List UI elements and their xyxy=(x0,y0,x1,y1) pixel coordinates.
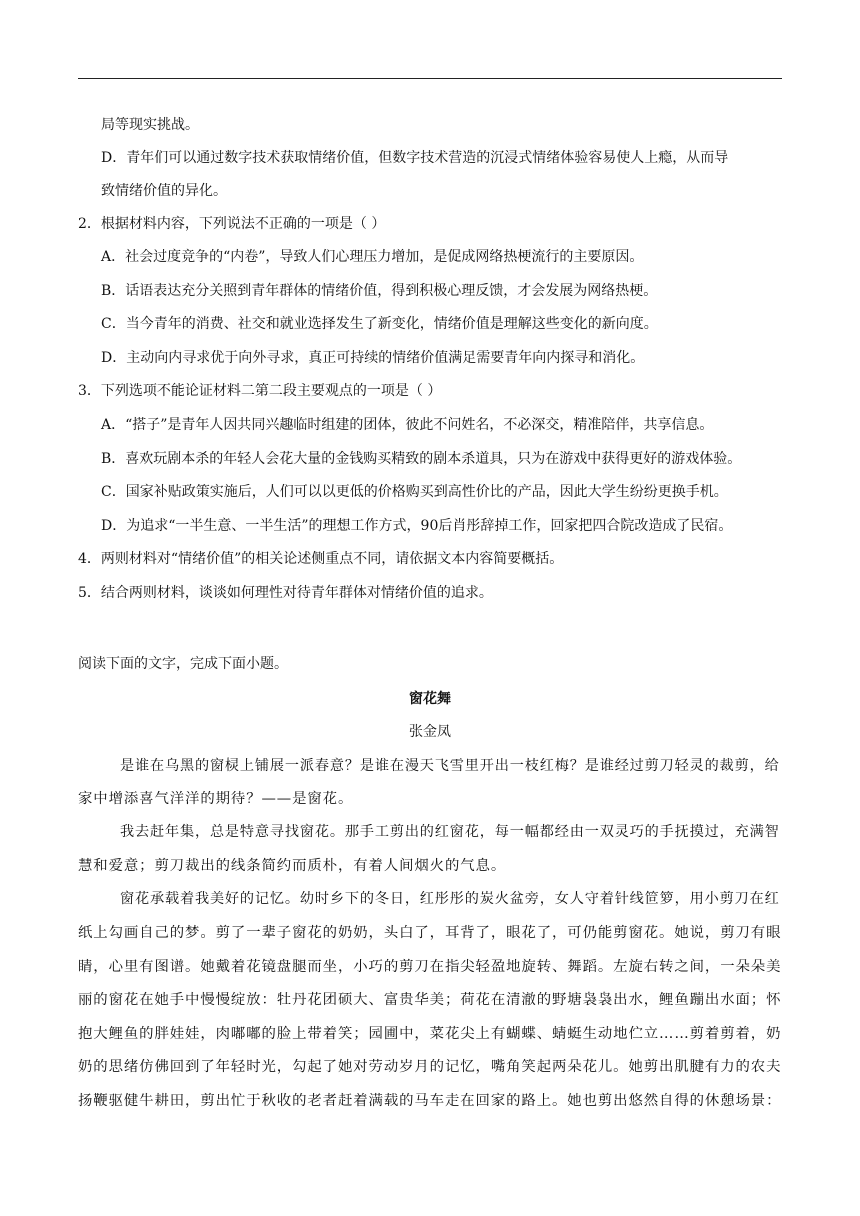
reading-instruction: 阅读下面的文字，完成下面小题。 xyxy=(78,656,288,672)
question-3-option-b: B．喜欢玩剧本杀的年轻人会花大量的金钱购买精致的剧本杀道具，只为在游戏中获得更好的游戏体验。 xyxy=(101,451,742,467)
passage-line: 家中增添喜气洋洋的期待？——是窗花。 xyxy=(78,791,354,807)
passage-line: 纸上勾画自己的梦。剪了一辈子窗花的奶奶，头白了，耳背了，眼花了，可仍能剪窗花。她说，剪刀有眼 xyxy=(78,925,782,941)
question-2-option-a: A．社会过度竞争的“内卷”，导致人们心理压力增加，是促成网络热梗流行的主要原因。 xyxy=(101,249,644,265)
question-5: 5．结合两则材料，谈谈如何理性对待青年群体对情绪价值的追求。 xyxy=(78,585,493,601)
question-3-option-c: C．国家补贴政策实施后，人们可以以更低的价格购买到高性价比的产品，因此大学生纷纷更换手机。 xyxy=(101,484,728,500)
header-rule xyxy=(78,78,782,79)
passage-author: 张金凤 xyxy=(409,724,451,740)
passage-line: 丽的窗花在她手中慢慢绽放：牡丹花团硕大、富贵华美；荷花在清澈的野塘袅袅出水，鲤鱼蹦出水面；怀 xyxy=(78,992,782,1008)
question-2-option-d: D．主动向内寻求优于向外寻求，真正可持续的情绪价值满足需要青年向内探寻和消化。 xyxy=(101,350,645,366)
option-c-continuation: 局等现实挑战。 xyxy=(101,117,199,133)
passage-line: 慧和爱意；剪刀裁出的线条简约而质朴，有着人间烟火的气息。 xyxy=(78,858,507,874)
passage-line: 奶的思绪仿佛回到了年轻时光，勾起了她对劳动岁月的记忆，嘴角笑起两朵花儿。她剪出肌腱有力的农夫 xyxy=(78,1059,782,1075)
passage-line: 睛，心里有图谱。她戴着花镜盘腿而坐，小巧的剪刀在指尖轻盈地旋转、舞蹈。左旋右转之间，一朵朵美 xyxy=(78,959,782,975)
passage-title: 窗花舞 xyxy=(409,691,451,707)
question-2-option-c: C．当今青年的消费、社交和就业选择发生了新变化，情绪价值是理解这些变化的新向度。 xyxy=(101,316,658,332)
question-2-stem: 2．根据材料内容，下列说法不正确的一项是（ ） xyxy=(78,216,386,232)
question-3-stem: 3．下列选项不能论证材料二第二段主要观点的一项是（ ） xyxy=(78,383,442,399)
passage-line: 窗花承载着我美好的记忆。幼时乡下的冬日，红彤彤的炭火盆旁，女人守着针线笸箩，用小剪刀在红 xyxy=(120,891,780,907)
passage-line: 抱大鲤鱼的胖娃娃，肉嘟嘟的脸上带着笑；园圃中，菜花尖上有蝴蝶、蜻蜓生动地伫立……剪着剪着，奶 xyxy=(78,1026,782,1042)
question-4: 4．两则材料对“情绪价值”的相关论述侧重点不同，请依据文本内容简要概括。 xyxy=(78,551,564,567)
passage-line: 是谁在乌黑的窗棂上铺展一派春意？是谁在漫天飞雪里开出一枝红梅？是谁经过剪刀轻灵的裁剪，给 xyxy=(120,758,780,774)
option-d-line-1: D．青年们可以通过数字技术获取情绪价值，但数字技术营造的沉浸式情绪体验容易使人上瘾，从而导 xyxy=(101,150,729,166)
passage-line: 扬鞭驱健牛耕田，剪出忙于秋收的老者赶着满载的马车走在回家的路上。她也剪出悠然自得的休憩场景： xyxy=(78,1093,782,1109)
option-d-line-2: 致情绪价值的异化。 xyxy=(101,183,227,199)
question-3-option-a: A．“搭子”是青年人因共同兴趣临时组建的团体，彼此不问姓名，不必深交，精准陪伴，共享信息。 xyxy=(101,417,714,433)
question-2-option-b: B．话语表达充分关照到青年群体的情绪价值，得到积极心理反馈，才会发展为网络热梗。 xyxy=(101,283,658,299)
passage-line: 我去赶年集，总是特意寻找窗花。那手工剪出的红窗花，每一幅都经由一双灵巧的手抚摸过，充满智 xyxy=(120,824,780,840)
question-3-option-d: D．为追求“一半生意、一半生活”的理想工作方式，90后肖彤辞掉工作，回家把四合院改造成了民宿。 xyxy=(101,518,733,534)
